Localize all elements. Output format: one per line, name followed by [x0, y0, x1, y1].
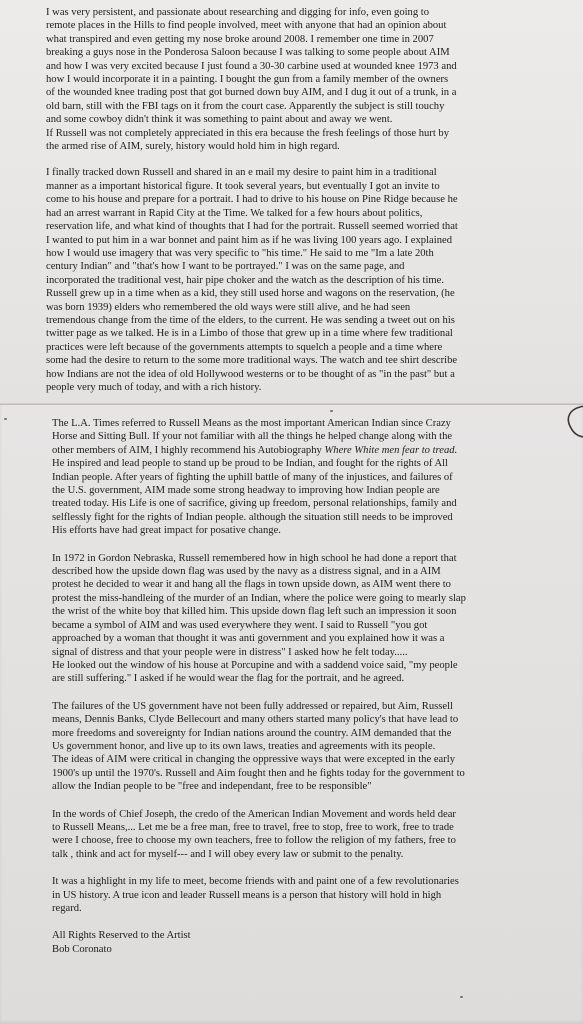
- paragraph-la-times-text-b: He inspired and lead people to stand up be proud to be Indian, and fought for the rights of All Indian people. After years of fighting the uphill battle of many of the injustices, and failures of the U.S. government, AIM made some strong headway to improving how Indian people are treated today. His Life is one of sacrifice, giving up freedom, personal relationships, family and selflessly fight for the rights of Indian people. although the situation still needs to be improved His efforts have had great impact for posative change.: [52, 458, 457, 537]
- page-upper-sheet: [0, 0, 583, 404]
- author-name: Bob Coronato: [52, 943, 112, 955]
- paragraph-research: I was very persistent, and passionate about researching and digging for info, even going to remote places in the Hills to find people involved, meet with anyone that had an opinion about what transpired and even getting my nose broke around 2008. I remember one time in 2007 breaking a guys nose in the Ponderosa Saloon because I was talking to some people about AIM and how I was very excited because I just found a 30-30 carbine used at wounded knee 1973 and how I would incorporate it in a painting. I bought the gun from a family member of the owners of the wounded knee trading post that got burned down buy AIM, and I dug it out of a trunk, in a old barn, still with the FBI tags on it from the court case. Apparently the subject is still touchy and some cowboy didn't think it was something to paint about and away we went. If Russell was not completely appreciated in this era because the fresh feelings of those hurt by the armed rise of AIM, surely, history would hold him in high regard.: [46, 7, 457, 153]
- paragraph-highlight: It was a highlight in my life to meet, become friends with and paint one of a few revolutionaries in US history. A true icon and leader Russell means is a person that history will hold in high regard.: [52, 876, 459, 914]
- paragraph-la-times-text-a: The L.A. Times referred to Russell Means as the most important American Indian since Crazy Horse and Sitting Bull. If your not familiar with all the things he helped change along with the other members of AIM, I highly recommend his Autobiography: [52, 418, 453, 456]
- paragraph-government-failures: The failures of the US government have not been fully addressed or repaired, but Aim, Russell means, Dennis Banks, Clyde Bellecourt and many others started many policy's that have lead to more freedoms and sovereignty for Indian nations around the country. AIM demanded that the Us government honor, and live up to its own laws, treaties and agreements with its people. The ideas of AIM were critical in changing the oppressive ways that were excepted in the early 1900's up until the 1970's. Russell and Aim fought then and he fights today for the government to allow the Indian people to be "free and independant, free to be responsible": [52, 700, 465, 793]
- paragraph-chief-joseph: In the words of Chief Joseph, the credo of the American Indian Movement and words held dear to Russell Means,... Let me be a free man, free to travel, free to stop, free to work, free to trade were I choose, free to choose my own teachers, free to follow the religion of my fathers, free to talk , think and act for myself--- and I will obey every law or submit to the penalty.: [52, 808, 456, 860]
- paper-speck: [4, 418, 7, 420]
- paragraph-meeting-russell: I finally tracked down Russell and shared in an e mail my desire to paint him in a traditional manner as a important historical figure. It took several years, but eventually I got an invite to come to his house and prepare for a portrait. I had to drive to his house on Pine Ridge because he had an arrest warrant in Rapid City at the Time. We talked for a few hours about politics, reservation life, and what kind of thoughts that I had for the portrait. Russell seemed worried that I wanted to put him in a war bonnet and paint him as if he was living 100 years ago. I explained how I would use imagery that was very specific to "his time." He said to me "Im a late 20th century Indian" and "that's how I want to be portrayed." I was on the same page, and incorporated the traditional vest, hair pipe choker and the watch as the description of his time. Russell grew up in a time when as a kid, they still used horse and wagons on the reservation, (he was born 1939) elders who remembered the old ways were still alive, and he had seen tremendous change from the time of the elders, to the current. He was sending a tweet out on his twitter page as we talked. He is in a Limbo of those that grew up in a time where few traditional practices were left because of the governments attempts to squelch a people and a time where some had the desire to return to the some more traditional ways. The watch and tee shirt describe how Indians are not the idea of old Hollywood westerns or to be thought of as "in the past" but a people very much of today, and with a rich history.: [46, 167, 458, 393]
- paragraph-upside-down-flag: In 1972 in Gordon Nebraska, Russell remembered how in high school he had done a report that described how the upside down flag was used by the navy as a distress signal, and in a AIM protest he decided to wear it and hang all the flags in town upside down, as AIM went there to protest the miss-handleing of the murder of an Indian, where the police were going to mearly slap the wrist of the white boy that killed him. This upside down flag left such an impression it soon became a symbol of AIM and was used everywhere they went. I said to Russell "you got approached by a woman that thought it was anti government and you explained how it was a signal of distress and that your people were in distress" I asked how he felt today..... He looked out the window of his house at Porcupine and with a saddend voice said, "my people are still suffering." I asked if he would wear the flag for the portrait, and he agreed.: [52, 552, 466, 685]
- book-title: Where White men fear to tread.: [324, 444, 458, 456]
- page-lower-sheet: [0, 404, 583, 1024]
- paper-speck: [330, 410, 333, 412]
- paragraph-la-times: [52, 417, 553, 538]
- paper-speck: [460, 996, 463, 998]
- paper-clip-icon: [561, 402, 583, 448]
- rights-notice: All Rights Reserved to the Artist: [52, 930, 191, 942]
